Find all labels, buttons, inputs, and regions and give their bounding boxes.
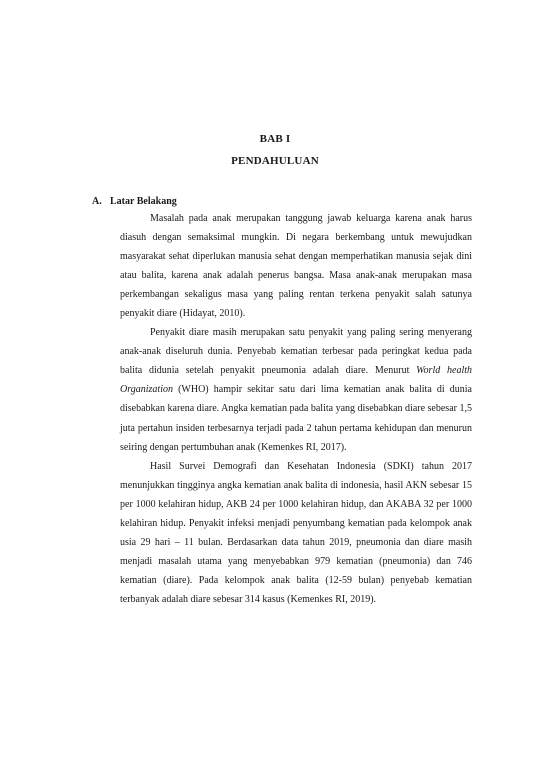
paragraph-2-start: Penyakit diare masih merupakan satu penyakit yang paling sering menyerang anak-anak diseluruh dunia. Penyebab kematian terbesar pada peringkat kedua pada balita didunia setelah penyakit pneumonia adalah diare. Menurut [120,327,472,377]
paragraph-1: Masalah pada anak merupakan tanggung jawab keluarga karena anak harus diasuh dengan semaksimal mungkin. Di negara berkembang untuk mewujudkan masyarakat sehat diperlukan manusia sehat dengan memperhatikan manusia sejak dini atau balita, karena anak adalah penerus bangsa. Masa anak-anak merupakan masa perkembangan sekaligus masa yang paling rentan terkena penyakit salah satunya penyakit diare (Hidayat, 2010). [120,213,472,320]
section-title: Latar Belakang [110,196,177,207]
chapter-title: PENDAHULUAN [231,155,319,167]
section-letter: A. [92,196,102,207]
paragraph-2-italic-term: World health Organization [120,365,473,396]
section-heading [92,196,177,207]
paragraph-2 [120,323,472,456]
chapter-number: BAB I [259,133,291,145]
paragraph-3: Hasil Survei Demografi dan Kesehatan Indonesia (SDKI) tahun 2017 menunjukkan tingginya angka kematian anak balita di indonesia, hasil AKN sebesar 15 per 1000 kelahiran hidup, AKB 24 per 1000 kelahiran hidup, dan AKABA 32 per 1000 kelahiran hidup. Penyakit infeksi menjadi penyumbang kematian pada kelompok anak usia 29 hari – 11 bulan. Berdasarkan data tahun 2019, pneumonia dan diare masih menjadi masalah utama yang menyebabkan 979 kematian (pneumonia) dan 746 kematian (diare). Pada kelompok anak balita (12-59 bulan) penyebab kematian terbanyak adalah diare sebesar 314 kasus (Kemenkes RI, 2019). [120,460,472,605]
paragraph-2-end: (WHO) hampir sekitar satu dari lima kematian anak balita di dunia disebabkan karena diare. Angka kematian pada balita yang disebabkan diare sebesar 1,5 juta pertahun insiden terbesarnya terjadi pada 2 tahun pertama kehidupan dan menurun seiring dengan pertumbuhan anak (Kemenkes RI, 2017). [120,384,472,453]
body-text [120,209,472,609]
